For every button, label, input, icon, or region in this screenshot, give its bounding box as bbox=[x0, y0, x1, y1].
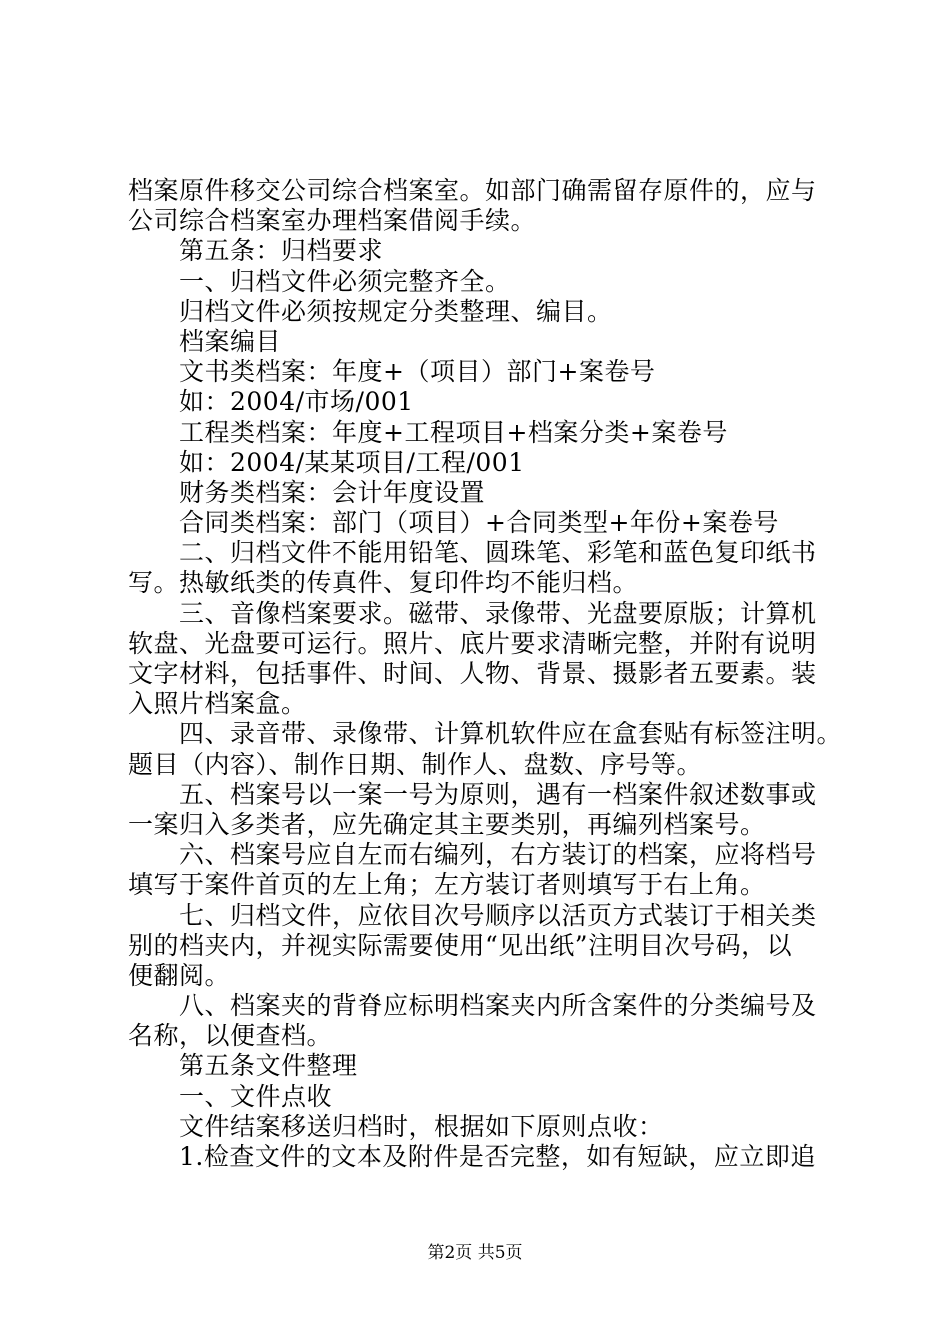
page-footer: 第2页 共5页 bbox=[427, 1243, 523, 1263]
text-line: 一案归入多类者，应先确定其主要类别，再编列档案号。 bbox=[128, 809, 766, 839]
text-line: 二、归档文件不能用铅笔、圆珠笔、彩笔和蓝色复印纸书 bbox=[179, 538, 817, 568]
text-line: 八、档案夹的背脊应标明档案夹内所含案件的分类编号及 bbox=[179, 991, 817, 1021]
text-line: 1.检查文件的文本及附件是否完整，如有短缺，应立即追 bbox=[179, 1142, 816, 1171]
text-line: 别的档夹内，并视实际需要使用“见出纸”注明目次号码，以 bbox=[128, 930, 793, 960]
text-line: 文件结案移送归档时，根据如下原则点收： bbox=[179, 1111, 664, 1141]
text-line: 入照片档案盒。 bbox=[128, 689, 307, 719]
text-line: 公司综合档案室办理档案借阅手续。 bbox=[128, 206, 537, 236]
text-line: 题目（内容）、制作日期、制作人、盘数、序号等。 bbox=[128, 749, 703, 779]
text-line: 五、档案号以一案一号为原则，遇有一档案件叙述数事或 bbox=[179, 779, 817, 809]
text-line: 一、归档文件必须完整齐全。 bbox=[179, 266, 511, 296]
text-line: 第五条：归档要求 bbox=[179, 236, 384, 266]
text-line: 第五条文件整理 bbox=[179, 1051, 358, 1081]
text-line: 合同类档案：部门（项目）+合同类型+年份+案卷号 bbox=[179, 508, 779, 538]
text-line: 文书类档案：年度+（项目）部门+案卷号 bbox=[179, 357, 656, 387]
text-line: 填写于案件首页的左上角；左方装订者则填写于右上角。 bbox=[128, 870, 766, 900]
text-line: 名称，以便查档。 bbox=[128, 1021, 333, 1051]
text-line: 档案编目 bbox=[179, 326, 282, 356]
text-line: 六、档案号应自左而右编列，右方装订的档案，应将档号 bbox=[179, 840, 817, 870]
text-line: 写。热敏纸类的传真件、复印件均不能归档。 bbox=[128, 568, 639, 598]
text-line: 如：2004/市场/001 bbox=[179, 387, 414, 417]
document-body bbox=[128, 176, 843, 1172]
text-line: 如：2004/某某项目/工程/001 bbox=[179, 447, 525, 477]
text-line: 归档文件必须按规定分类整理、编目。 bbox=[179, 296, 613, 326]
text-line: 一、文件点收 bbox=[179, 1081, 333, 1111]
text-line: 四、录音带、录像带、计算机软件应在盒套贴有标签注明。 bbox=[179, 719, 843, 749]
text-line: 三、音像档案要求。磁带、录像带、光盘要原版；计算机 bbox=[179, 598, 817, 628]
text-line: 档案原件移交公司综合档案室。如部门确需留存原件的，应与 bbox=[128, 176, 817, 205]
text-line: 便翻阅。 bbox=[128, 960, 231, 990]
text-line: 财务类档案：会计年度设置 bbox=[179, 477, 486, 507]
text-line: 软盘、光盘要可运行。照片、底片要求清晰完整，并附有说明 bbox=[128, 628, 817, 658]
text-line: 七、归档文件，应依目次号顺序以活页方式装订于相关类 bbox=[179, 900, 817, 930]
text-line: 工程类档案：年度+工程项目+档案分类+案卷号 bbox=[179, 417, 728, 447]
text-line: 文字材料，包括事件、时间、人物、背景、摄影者五要素。装 bbox=[128, 659, 817, 688]
